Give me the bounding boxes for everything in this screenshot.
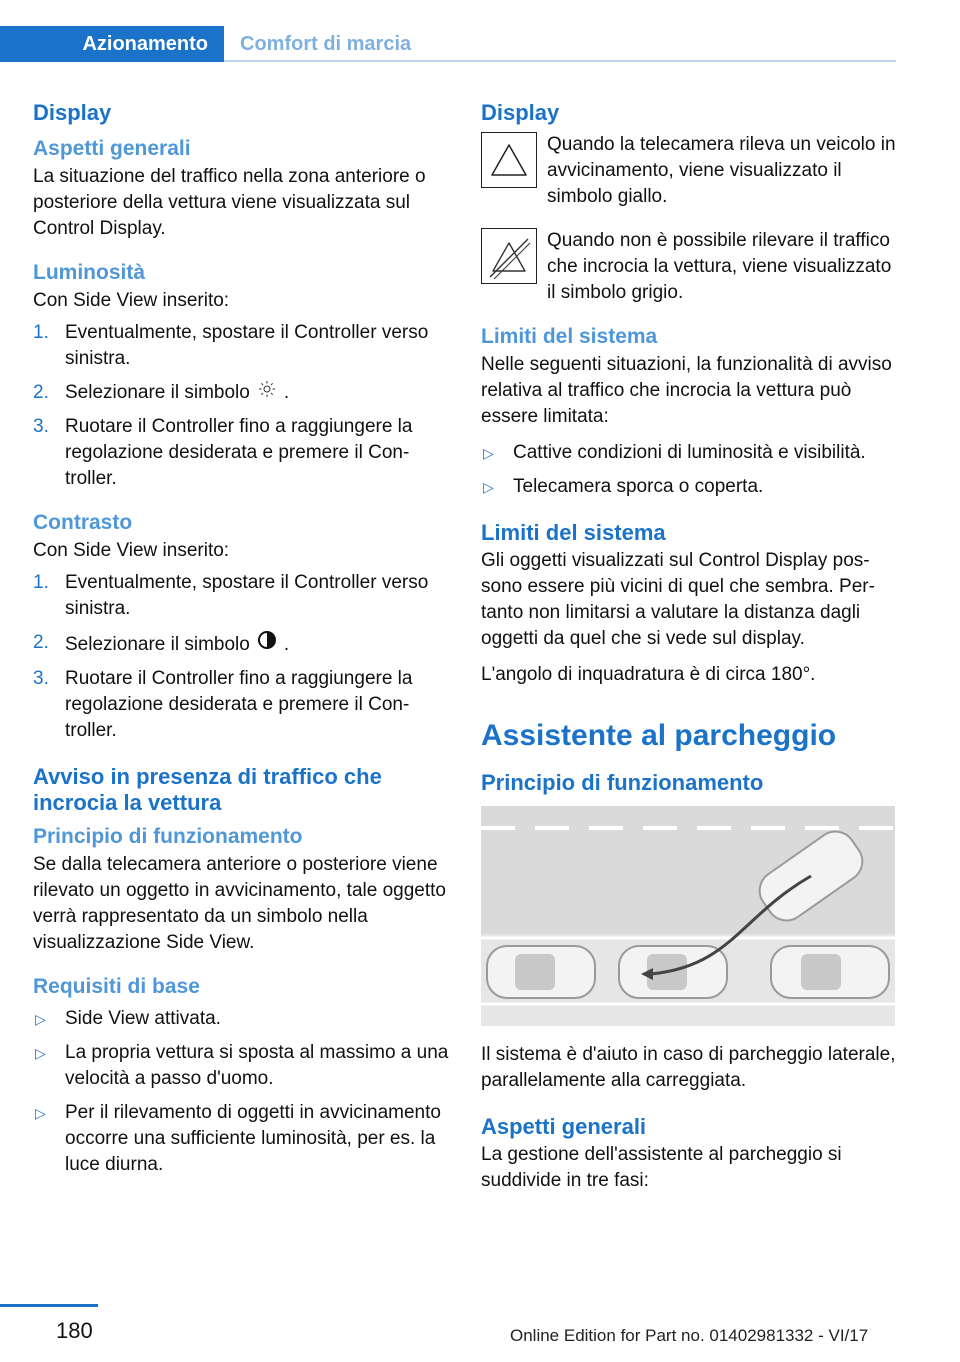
step-number: 1. <box>33 322 49 343</box>
contrast-icon <box>254 630 280 658</box>
steps-list <box>33 570 451 744</box>
step-text: Ruotare il Controller fino a raggiungere la regolazione desiderata e premere il Controller. <box>65 668 413 741</box>
right-column <box>481 100 899 1204</box>
step-number: 3. <box>33 668 49 689</box>
list-text: Cattive condizioni di luminosità e visibilità. <box>513 442 866 463</box>
section-title-display: Display <box>33 100 112 125</box>
display-text: Quando la telecamera rileva un veicolo in avvicinamento, viene visualizzato il simbolo giallo. <box>547 134 896 207</box>
paragraph: Con Side View inserito: <box>33 290 230 311</box>
step-text: Eventualmente, spostare il Controller verso sinistra. <box>65 572 429 619</box>
paragraph: Il sistema è d'aiuto in caso di parcheggio laterale, parallelamente alla carreggiata. <box>481 1044 896 1091</box>
subsection-title-contrasto: Contrasto <box>33 511 133 534</box>
step-number: 3. <box>33 416 49 437</box>
header-divider <box>224 60 896 62</box>
paragraph: La situazione del traffico nella zona anteriore o posteriore della vettura viene visualizzata sul Control Display. <box>33 166 426 239</box>
subsection-title-requisiti: Requisiti di base <box>33 975 200 998</box>
list-item <box>33 1006 451 1032</box>
step-number: 2. <box>33 382 49 403</box>
paragraph: Con Side View inserito: <box>33 540 230 561</box>
section-title-avviso: Avviso in presenza di traffico che incrocia la vettura <box>33 764 382 815</box>
tab-comfort-di-marcia[interactable] <box>240 26 411 62</box>
tab-label: Comfort di marcia <box>240 33 412 55</box>
list-item <box>33 666 451 744</box>
list-text: Per il rilevamento di oggetti in avvicinamento occorre una sufficiente luminosità, per es. la luce diurna. <box>65 1102 441 1175</box>
list-item <box>33 630 451 658</box>
page-number: 180 <box>56 1318 93 1343</box>
chapter-title-assistente: Assistente al parcheggio <box>481 719 837 752</box>
step-number: 2. <box>33 632 49 653</box>
display-row <box>481 228 899 306</box>
tab-azionamento[interactable] <box>0 26 224 62</box>
paragraph: L'angolo di inquadratura è di circa 180°. <box>481 664 816 685</box>
section-title-aspetti: Aspetti generali <box>481 1114 647 1139</box>
warning-triangle-crossed-icon <box>481 228 537 284</box>
warning-triangle-icon <box>481 132 537 188</box>
list-item <box>33 570 451 622</box>
list-item <box>33 414 451 492</box>
list-item <box>33 320 451 372</box>
display-text: Quando non è possibile rilevare il traffico che incrocia la vettura, viene visualizzato il simbolo grigio. <box>547 230 892 303</box>
step-number: 1. <box>33 572 49 593</box>
paragraph: Nelle seguenti situazioni, la funzionalità di avviso relativa al traffico che incrocia la vettura può essere limitata: <box>481 354 892 427</box>
page-number-rule <box>0 1304 98 1307</box>
step-text: Selezionare il simbolo <box>65 634 250 655</box>
edition-footer: Online Edition for Part no. 01402981332 - VI/17 <box>510 1326 869 1345</box>
step-text: . <box>283 634 290 655</box>
step-text: . <box>283 382 290 403</box>
limits-list <box>481 440 899 500</box>
list-item <box>33 380 451 406</box>
section-title-principio: Principio di funzionamento <box>481 770 764 795</box>
steps-list <box>33 320 451 492</box>
bullet-triangle-icon: ▷ <box>35 1045 46 1061</box>
list-text: Side View attivata. <box>65 1008 221 1029</box>
list-item <box>33 1040 451 1092</box>
parking-illustration <box>481 806 895 1026</box>
page-header <box>0 0 960 64</box>
paragraph: Gli oggetti visualizzati sul Control Display possono essere più vicini di quel che sembra. Pertanto non limitarsi a valutare la distanza dagli oggetti da quel che si vede sul display. <box>481 550 875 649</box>
list-item <box>481 440 899 466</box>
paragraph: La gestione dell'assistente al parcheggio si suddivide in tre fasi: <box>481 1144 842 1191</box>
subsection-title-aspetti: Aspetti generali <box>33 137 191 160</box>
list-text: Telecamera sporca o coperta. <box>513 476 764 497</box>
tab-label: Azionamento <box>82 32 208 55</box>
bullet-triangle-icon: ▷ <box>483 479 494 495</box>
list-item <box>481 474 899 500</box>
step-text: Selezionare il simbolo <box>65 382 250 403</box>
subsection-title-luminosita: Luminosità <box>33 261 146 284</box>
bullet-triangle-icon: ▷ <box>483 445 494 461</box>
subsection-title-limiti: Limiti del sistema <box>481 325 658 348</box>
section-title-limiti: Limiti del sistema <box>481 520 666 545</box>
brightness-icon <box>254 380 280 406</box>
display-row <box>481 132 899 210</box>
requirements-list <box>33 1006 451 1178</box>
step-text: Ruotare il Controller fino a raggiungere la regolazione desiderata e premere il Controller. <box>65 416 413 489</box>
list-item <box>33 1100 451 1178</box>
section-title-display: Display <box>481 100 560 125</box>
list-text: La propria vettura si sposta al massimo a una velocità a passo d'uomo. <box>65 1042 449 1089</box>
bullet-triangle-icon: ▷ <box>35 1011 46 1027</box>
bullet-triangle-icon: ▷ <box>35 1105 46 1121</box>
subsection-title-principio: Principio di funzionamento <box>33 825 303 848</box>
left-column <box>33 100 451 1186</box>
paragraph: Se dalla telecamera anteriore o posteriore viene rilevato un oggetto in avvicinamento, tale oggetto verrà rappresentato da un simbolo nella visualizzazione Side View. <box>33 854 446 953</box>
step-text: Eventualmente, spostare il Controller verso sinistra. <box>65 322 429 369</box>
